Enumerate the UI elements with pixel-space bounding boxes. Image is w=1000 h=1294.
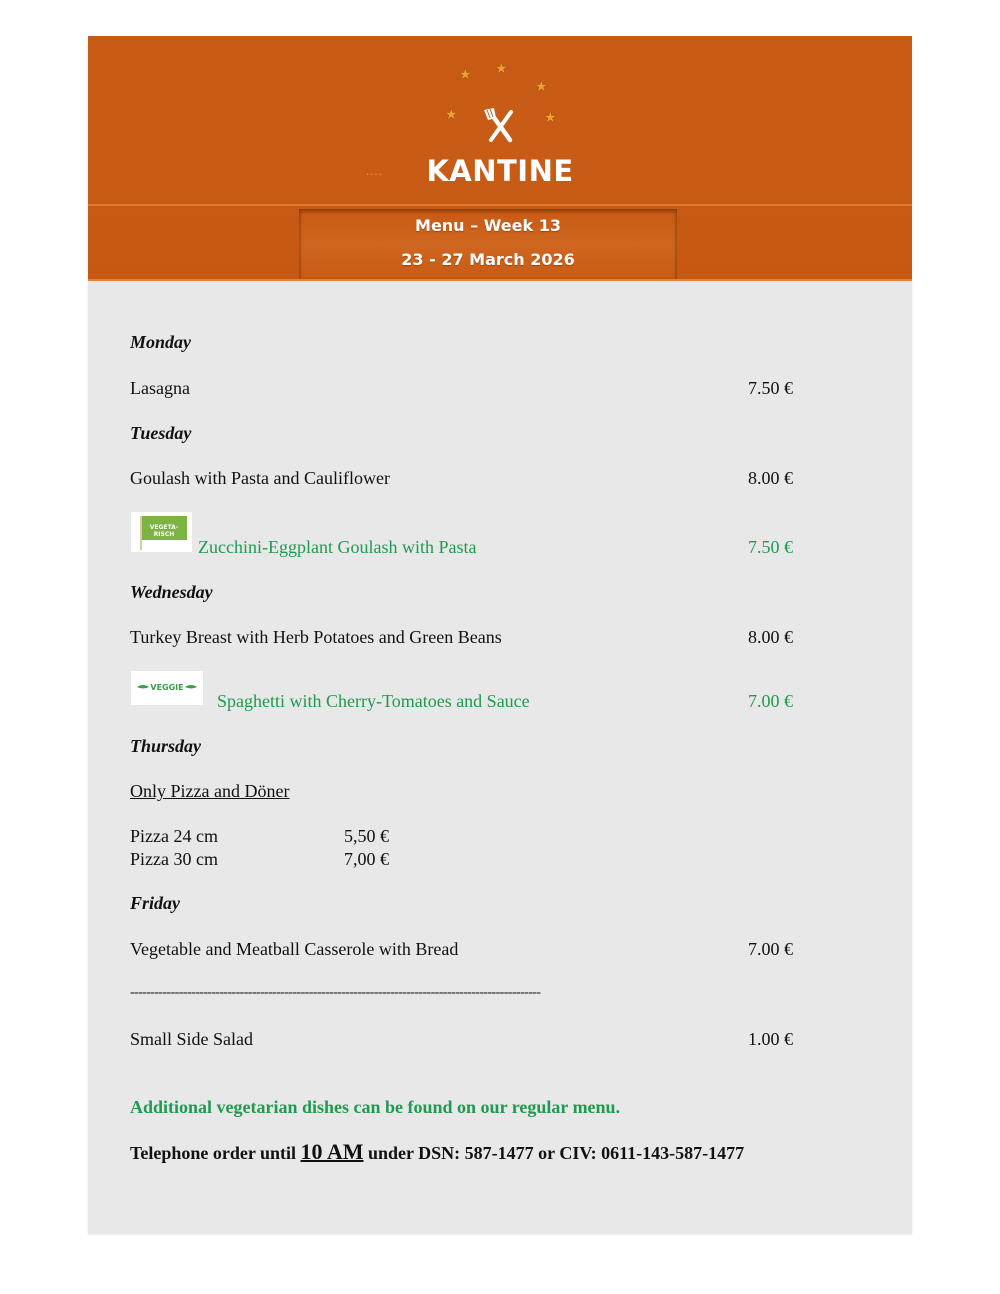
phone-deadline: 10 AM — [300, 1139, 364, 1164]
vegetarian-note: Additional vegetarian dishes can be found on our regular menu. — [130, 1097, 621, 1117]
dish-price: 7.50 € — [748, 378, 793, 398]
phone-order-note — [130, 1139, 744, 1165]
vegetarisch-flag-icon — [131, 512, 192, 552]
vegetarian-dish-name: Zucchini-Eggplant Goulash with Pasta — [198, 537, 477, 557]
dish-name: Pizza 24 cm — [130, 826, 218, 846]
svg-text:VEGETA-: VEGETA- — [149, 524, 179, 531]
brand-title: KANTINE — [426, 154, 574, 188]
star-icon: ★ — [459, 68, 472, 83]
menu-week-title: Menu – Week 13 — [415, 216, 561, 235]
dish-price: 5,50 € — [344, 826, 389, 846]
day-heading-wednesday: Wednesday — [130, 582, 213, 602]
veggie-leaf-icon — [131, 671, 203, 705]
phone-prefix: Telephone order until — [130, 1143, 297, 1163]
header-divider — [88, 204, 912, 206]
dish-name: Goulash with Pasta and Cauliflower — [130, 468, 390, 488]
dish-name: Lasagna — [130, 378, 190, 398]
star-icon: ★ — [544, 111, 557, 126]
thursday-subtitle: Only Pizza and Döner — [130, 781, 290, 801]
extra-name: Small Side Salad — [130, 1029, 253, 1049]
day-heading-monday: Monday — [130, 332, 192, 352]
dish-name: Pizza 30 cm — [130, 849, 218, 869]
extra-price: 1.00 € — [748, 1029, 793, 1049]
fork-knife-icon — [480, 106, 520, 146]
dish-price: 8.00 € — [748, 627, 793, 647]
veggie-badge — [131, 671, 203, 705]
svg-text:RISCH: RISCH — [153, 531, 175, 538]
dish-name: Turkey Breast with Herb Potatoes and Green Beans — [130, 627, 502, 647]
phone-suffix: under DSN: 587-1477 or CIV: 0611-143-587-1477 — [367, 1143, 745, 1163]
dish-price: 7.00 € — [748, 939, 793, 959]
dish-name: Vegetable and Meatball Casserole with Bread — [130, 939, 459, 959]
svg-text:VEGGIE: VEGGIE — [150, 683, 184, 692]
star-icon: ★ — [445, 108, 458, 123]
header-bottom-edge — [88, 279, 912, 281]
star-icon: ★ — [535, 80, 548, 95]
vegetarian-dish-name: Spaghetti with Cherry-Tomatoes and Sauce — [217, 691, 530, 711]
date-range: 23 - 27 March 2026 — [401, 250, 575, 269]
day-heading-friday: Friday — [130, 893, 181, 913]
dish-price: 7,00 € — [344, 849, 389, 869]
decorative-dots: .... — [366, 167, 383, 178]
day-heading-tuesday: Tuesday — [130, 423, 192, 443]
dish-price: 8.00 € — [748, 468, 793, 488]
separator-line: ----------------------------------------------------------------------------------------------------- — [130, 985, 541, 1000]
vegetarian-badge — [131, 512, 192, 552]
star-icon: ★ — [495, 62, 508, 77]
vegetarian-dish-price: 7.50 € — [748, 537, 793, 557]
header-banner — [88, 36, 912, 281]
vegetarian-dish-price: 7.00 € — [748, 691, 793, 711]
day-heading-thursday: Thursday — [130, 736, 202, 756]
